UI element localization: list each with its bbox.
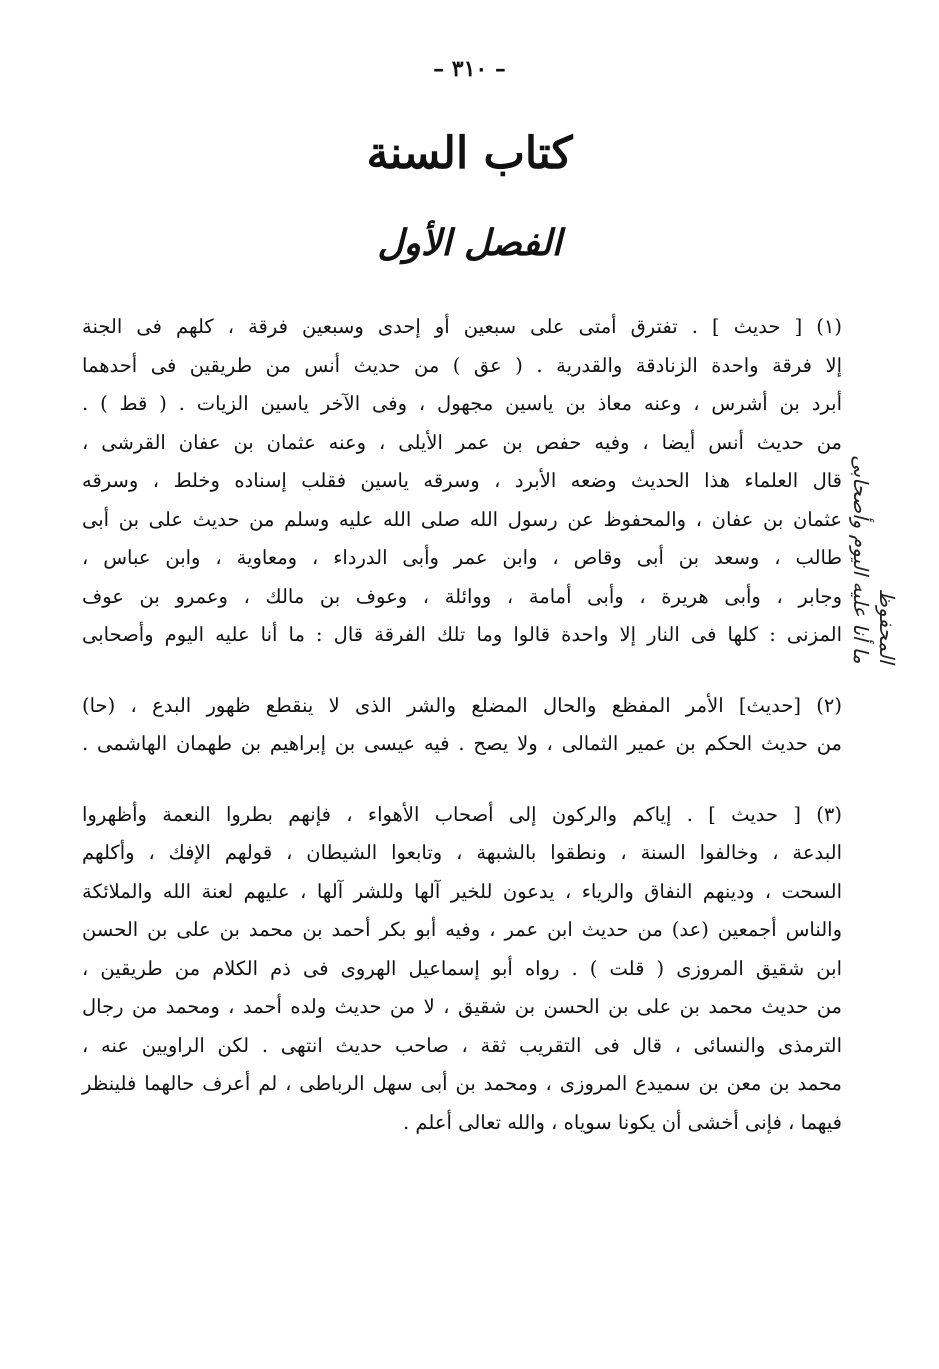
- book-title: كتاب السنة: [366, 128, 573, 179]
- chapter-title: الفصل الأول: [377, 222, 562, 264]
- handwritten-margin-note: [849, 455, 918, 755]
- text-line: الترمذى والنسائى ، قال فى التقريب ثقة ، صاحب حديث انتهى . لكن الراويين عنه ،: [82, 1033, 842, 1057]
- page-number: – ٣١٠ –: [433, 56, 506, 82]
- text-line: (٢) [حديث] الأمر المفظع والحال المضلع والشر الذى لا ينقطع ظهور البدع ، (حا): [82, 693, 842, 717]
- text-line: من حديث محمد بن على بن الحسن بن شقيق ، لا من حديث ولده أحمد ، ومحمد من رجال: [82, 995, 842, 1018]
- text-line: المزنى : كلها فى النار إلا واحدة قالوا وما تلك الفرقة قال : ما أنا عليه اليوم وأصحابى: [82, 623, 842, 646]
- margin-note-line: المحفوظ: [875, 588, 899, 664]
- text-line: محمد بن معن بن سميدع المروزى ، ومحمد بن أبى سهل الرباطى ، لم أعرف حالهما فلينظر: [82, 1072, 842, 1095]
- text-line: أبرد بن أشرس ، وعنه معاذ بن ياسين مجهول ، وفى الآخر ياسين الزيات . ( قط ) .: [82, 392, 842, 415]
- text-line: البدعة ، وخالفوا السنة ، ونطقوا بالشبهة ، وتابعوا الشيطان ، قولهم الإفك ، وأكلهم: [82, 841, 842, 864]
- body-text: [82, 308, 842, 1142]
- text-line: فيهما ، فإنى أخشى أن يكونا سوياه ، والله تعالى أعلم .: [403, 1110, 842, 1134]
- text-line: السحت ، ودينهم النفاق والرياء ، يدعون للخير آلها وللشر آلها ، عليهم لعنة الله والملائكة: [82, 879, 842, 903]
- text-line: وجابر ، وأبى هريرة ، وأبى أمامة ، ووائلة ، وعوف بن مالك ، وعمرو بن عوف: [82, 584, 842, 608]
- text-line: ابن شقيق المروزى ( قلت ) . رواه أبو إسماعيل الهروى فى ذم الكلام من طريقين ،: [82, 956, 842, 980]
- margin-note-text: [848, 455, 900, 664]
- text-line: عثمان بن عفان ، والمحفوظ عن رسول الله صلى الله عليه وسلم من حديث على بن أبى: [82, 507, 842, 531]
- hadith-entry-2: [82, 687, 842, 764]
- text-line: (٣) [ حديث ] . إياكم والركون إلى أصحاب الأهواء ، فإنهم بطروا النعمة وأظهروا: [82, 802, 842, 826]
- hadith-entry-3: [82, 796, 842, 1143]
- paragraph-gap: [82, 655, 842, 687]
- hadith-entry-1: [82, 308, 842, 655]
- text-line: طالب ، وسعد بن أبى وقاص ، وابن عمر وأبى الدرداء ، ومعاوية ، وابن عباس ،: [82, 546, 842, 569]
- text-line: من حديث الحكم بن عمير الثمالى ، ولا يصح . فيه عيسى بن إبراهيم بن طهمان الهاشمى .: [82, 732, 842, 755]
- text-line: إلا فرقة واحدة الزنادقة والقدرية . ( عق ) من حديث أنس من طريقين فى أحدهما: [82, 353, 842, 377]
- paragraph-gap: [82, 764, 842, 796]
- text-line: قال العلماء هذا الحديث وضعه الأبرد ، وسرقه ياسين فقلب إسناده وخلط ، وسرقه: [82, 469, 842, 492]
- text-line: والناس أجمعين (عد) من حديث ابن عمر ، وفيه أبو بكر أحمد بن محمد بن على بن الحسن: [82, 918, 842, 941]
- text-line: من حديث أنس أيضا ، وفيه حفص بن عمر الأيلى ، وعنه عثمان بن عفان القرشى ،: [82, 430, 842, 454]
- text-line: (١) [ حديث ] . تفترق أمتى على سبعين أو إحدى وسبعين فرقة ، كلهم فى الجنة: [82, 315, 842, 338]
- margin-note-line: ما أنا عليه اليوم وأصحابى: [849, 455, 873, 664]
